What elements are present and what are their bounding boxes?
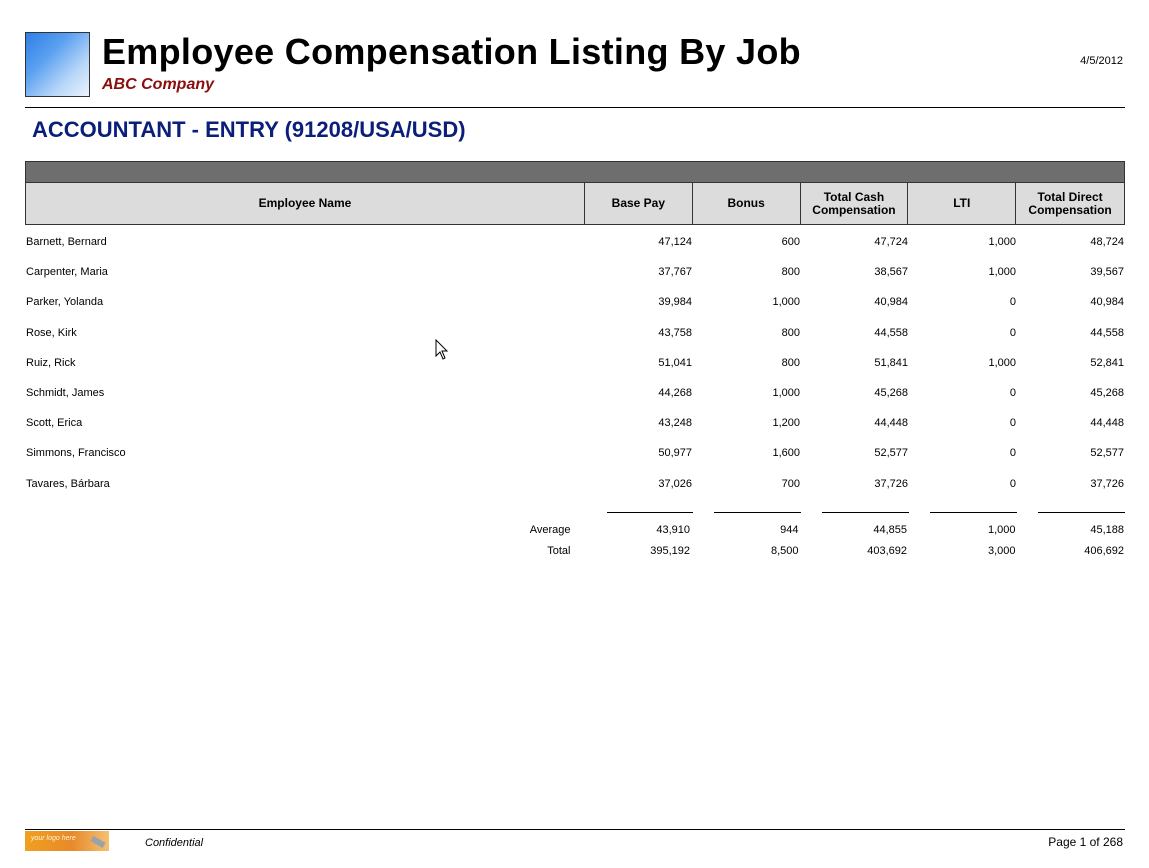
employee-name-cell: Schmidt, James xyxy=(26,386,105,399)
lti-cell: 0 xyxy=(1009,386,1016,399)
bonus-cell: 1,000 xyxy=(772,386,800,399)
total-direct-cell: 52,841 xyxy=(1090,356,1124,369)
table-row xyxy=(25,445,1125,475)
table-header-bar xyxy=(25,161,1125,182)
table-row xyxy=(25,415,1125,445)
total-cash-cell: 44,558 xyxy=(874,326,908,339)
employee-name-cell: Barnett, Bernard xyxy=(26,236,107,248)
lti-cell: 1,000 xyxy=(988,266,1016,279)
footer-divider xyxy=(25,829,1125,830)
employee-name-cell: Ruiz, Rick xyxy=(26,356,76,369)
lti-cell: 1,000 xyxy=(988,356,1016,369)
column-header-bonus: Bonus xyxy=(693,183,801,224)
total-cash-cell: 40,984 xyxy=(874,296,908,309)
average-row xyxy=(25,520,1125,541)
summary-rule xyxy=(1038,512,1125,513)
report-date: 4/5/2012 xyxy=(1080,55,1123,67)
total-cash-cell: 52,577 xyxy=(874,447,908,460)
total-direct-cell: 39,567 xyxy=(1090,266,1124,279)
table-row xyxy=(25,355,1125,385)
footer-logo-icon xyxy=(25,831,109,851)
total-label: Total xyxy=(547,545,571,558)
bonus-cell: 800 xyxy=(781,326,800,339)
column-header-total-direct: Total Direct Compensation xyxy=(1028,189,1112,217)
lti-cell: 0 xyxy=(1009,417,1016,430)
lti-cell: 0 xyxy=(1009,296,1016,309)
table-row xyxy=(25,234,1125,264)
average-lti: 1,000 xyxy=(987,524,1016,537)
employee-name-cell: Carpenter, Maria xyxy=(26,266,108,279)
base-pay-cell: 39,984 xyxy=(658,296,692,309)
employee-name-cell: Parker, Yolanda xyxy=(26,296,104,309)
total-total-direct: 406,692 xyxy=(1084,545,1124,558)
bonus-cell: 700 xyxy=(781,477,800,490)
column-header-lti: LTI xyxy=(908,183,1016,224)
average-total-direct: 45,188 xyxy=(1090,524,1124,537)
total-direct-cell: 45,268 xyxy=(1090,386,1124,399)
footer-logo-text: your logo here xyxy=(31,835,76,842)
employee-name-cell: Simmons, Francisco xyxy=(26,447,126,460)
total-cash-cell: 37,726 xyxy=(874,477,908,490)
total-cash-cell: 47,724 xyxy=(874,236,908,248)
employee-name-cell: Tavares, Bárbara xyxy=(26,477,110,490)
page-number: Page 1 of 268 xyxy=(1048,835,1123,849)
table-body xyxy=(25,234,1125,506)
total-cash-cell: 51,841 xyxy=(874,356,908,369)
total-direct-cell: 52,577 xyxy=(1090,447,1124,460)
total-cash-cell: 45,268 xyxy=(874,386,908,399)
total-direct-cell: 44,448 xyxy=(1090,417,1124,430)
total-direct-cell: 40,984 xyxy=(1090,296,1124,309)
base-pay-cell: 47,124 xyxy=(658,236,692,248)
total-direct-cell: 37,726 xyxy=(1090,477,1124,490)
company-logo-icon xyxy=(25,32,90,97)
report-title: Employee Compensation Listing By Job xyxy=(102,31,801,72)
average-base-pay: 43,910 xyxy=(656,524,690,537)
employee-name-cell: Rose, Kirk xyxy=(26,326,77,339)
base-pay-cell: 50,977 xyxy=(658,447,692,460)
total-cash-cell: 38,567 xyxy=(874,266,908,279)
pencil-icon xyxy=(90,836,105,848)
total-direct-cell: 44,558 xyxy=(1090,326,1124,339)
lti-cell: 0 xyxy=(1009,326,1016,339)
summary-rule xyxy=(714,512,801,513)
company-name: ABC Company xyxy=(102,76,215,93)
column-header-base-pay: Base Pay xyxy=(585,183,693,224)
bonus-cell: 800 xyxy=(781,266,800,279)
total-base-pay: 395,192 xyxy=(650,545,690,558)
base-pay-cell: 37,026 xyxy=(658,477,692,490)
base-pay-cell: 44,268 xyxy=(658,386,692,399)
bonus-cell: 1,600 xyxy=(772,447,800,460)
bonus-cell: 600 xyxy=(781,236,800,248)
summary-rule xyxy=(607,512,693,513)
total-bonus: 8,500 xyxy=(770,545,799,558)
total-total-cash: 403,692 xyxy=(867,545,907,558)
bonus-cell: 1,000 xyxy=(772,296,800,309)
base-pay-cell: 43,248 xyxy=(658,417,692,430)
confidential-label: Confidential xyxy=(145,837,204,849)
lti-cell: 0 xyxy=(1009,477,1016,490)
table-row xyxy=(25,294,1125,324)
job-heading: ACCOUNTANT - ENTRY (91208/USA/USD) xyxy=(32,117,466,142)
mouse-cursor-icon xyxy=(435,339,449,361)
table-row xyxy=(25,385,1125,415)
lti-cell: 0 xyxy=(1009,447,1016,460)
average-label: Average xyxy=(529,524,571,537)
bonus-cell: 1,200 xyxy=(772,417,800,430)
summary-rule xyxy=(822,512,909,513)
table-row xyxy=(25,476,1125,506)
employee-name-cell: Scott, Erica xyxy=(26,417,83,430)
lti-cell: 1,000 xyxy=(988,236,1016,248)
column-header-employee-name: Employee Name xyxy=(26,183,585,224)
table-row xyxy=(25,264,1125,294)
bonus-cell: 800 xyxy=(781,356,800,369)
total-cash-cell: 44,448 xyxy=(874,417,908,430)
column-header-total-cash: Total Cash Compensation xyxy=(801,183,909,224)
average-total-cash: 44,855 xyxy=(873,524,907,537)
table-header-row xyxy=(25,182,1125,225)
base-pay-cell: 51,041 xyxy=(658,356,692,369)
header-divider xyxy=(25,107,1125,108)
total-row xyxy=(25,541,1125,562)
table-row xyxy=(25,325,1125,355)
total-direct-cell: 48,724 xyxy=(1090,236,1124,248)
base-pay-cell: 43,758 xyxy=(658,326,692,339)
summary-rules xyxy=(25,506,1125,520)
base-pay-cell: 37,767 xyxy=(658,266,692,279)
total-lti: 3,000 xyxy=(987,545,1016,558)
summary-rule xyxy=(930,512,1017,513)
compensation-table xyxy=(25,161,1125,562)
average-bonus: 944 xyxy=(780,524,799,537)
